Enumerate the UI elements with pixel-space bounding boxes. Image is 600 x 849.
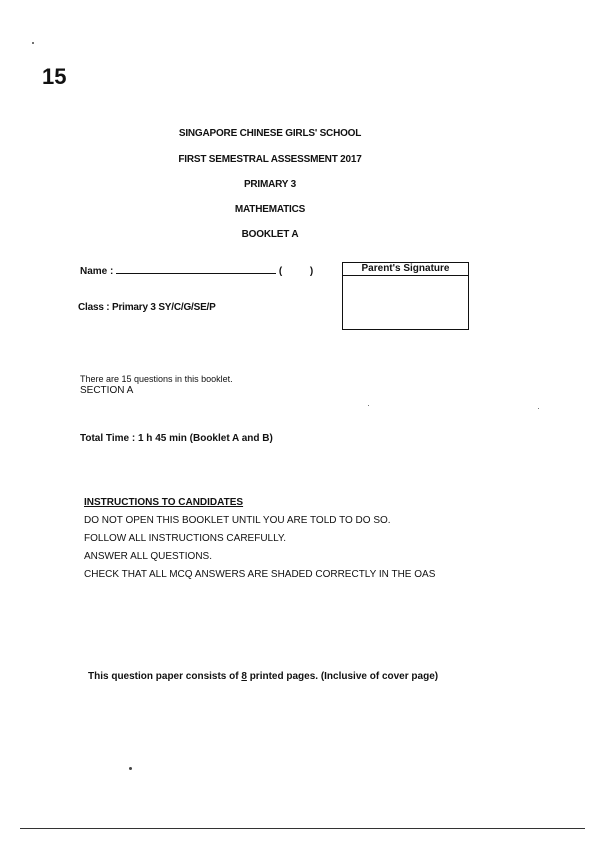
page-count-number: 8 [241, 671, 247, 682]
scan-speck [538, 408, 539, 409]
instruction-line: DO NOT OPEN THIS BOOKLET UNTIL YOU ARE TOLD TO DO SO. [84, 515, 391, 526]
subject-title: MATHEMATICS [234, 204, 306, 215]
scan-speck [129, 767, 132, 770]
total-time: Total Time : 1 h 45 min (Booklet A and B) [80, 433, 273, 444]
page-count-suffix: printed pages. (Inclusive of cover page) [246, 671, 439, 682]
instruction-line: FOLLOW ALL INSTRUCTIONS CAREFULLY. [84, 533, 287, 544]
instructions-block [84, 494, 435, 584]
booklet-title: BOOKLET A [241, 229, 299, 240]
index-close: ) [309, 266, 314, 277]
index-open: ( [278, 266, 283, 277]
scan-speck [32, 42, 34, 44]
level-title: PRIMARY 3 [243, 179, 297, 190]
assessment-title: FIRST SEMESTRAL ASSESSMENT 2017 [178, 154, 362, 165]
name-label: Name : [80, 266, 114, 277]
page-count-note [88, 671, 438, 682]
section-label: SECTION A [80, 385, 134, 396]
class-label: Class : Primary 3 SY/C/G/SE/P [78, 302, 216, 313]
name-underline [116, 264, 276, 274]
scan-edge-line [20, 828, 585, 829]
scan-speck [368, 405, 369, 406]
instructions-heading: INSTRUCTIONS TO CANDIDATES [84, 497, 244, 508]
instruction-line: CHECK THAT ALL MCQ ANSWERS ARE SHADED CORRECTLY IN THE OAS [84, 569, 436, 580]
page-count-prefix: This question paper consists of [88, 671, 242, 682]
instruction-line: ANSWER ALL QUESTIONS. [84, 551, 212, 562]
page-number: 15 [42, 64, 67, 89]
question-count: There are 15 questions in this booklet. [80, 374, 233, 384]
parent-signature-box[interactable] [342, 262, 469, 330]
school-name: SINGAPORE CHINESE GIRLS' SCHOOL [178, 128, 362, 139]
parent-signature-title: Parent's Signature [343, 263, 468, 276]
name-field[interactable] [80, 264, 313, 277]
